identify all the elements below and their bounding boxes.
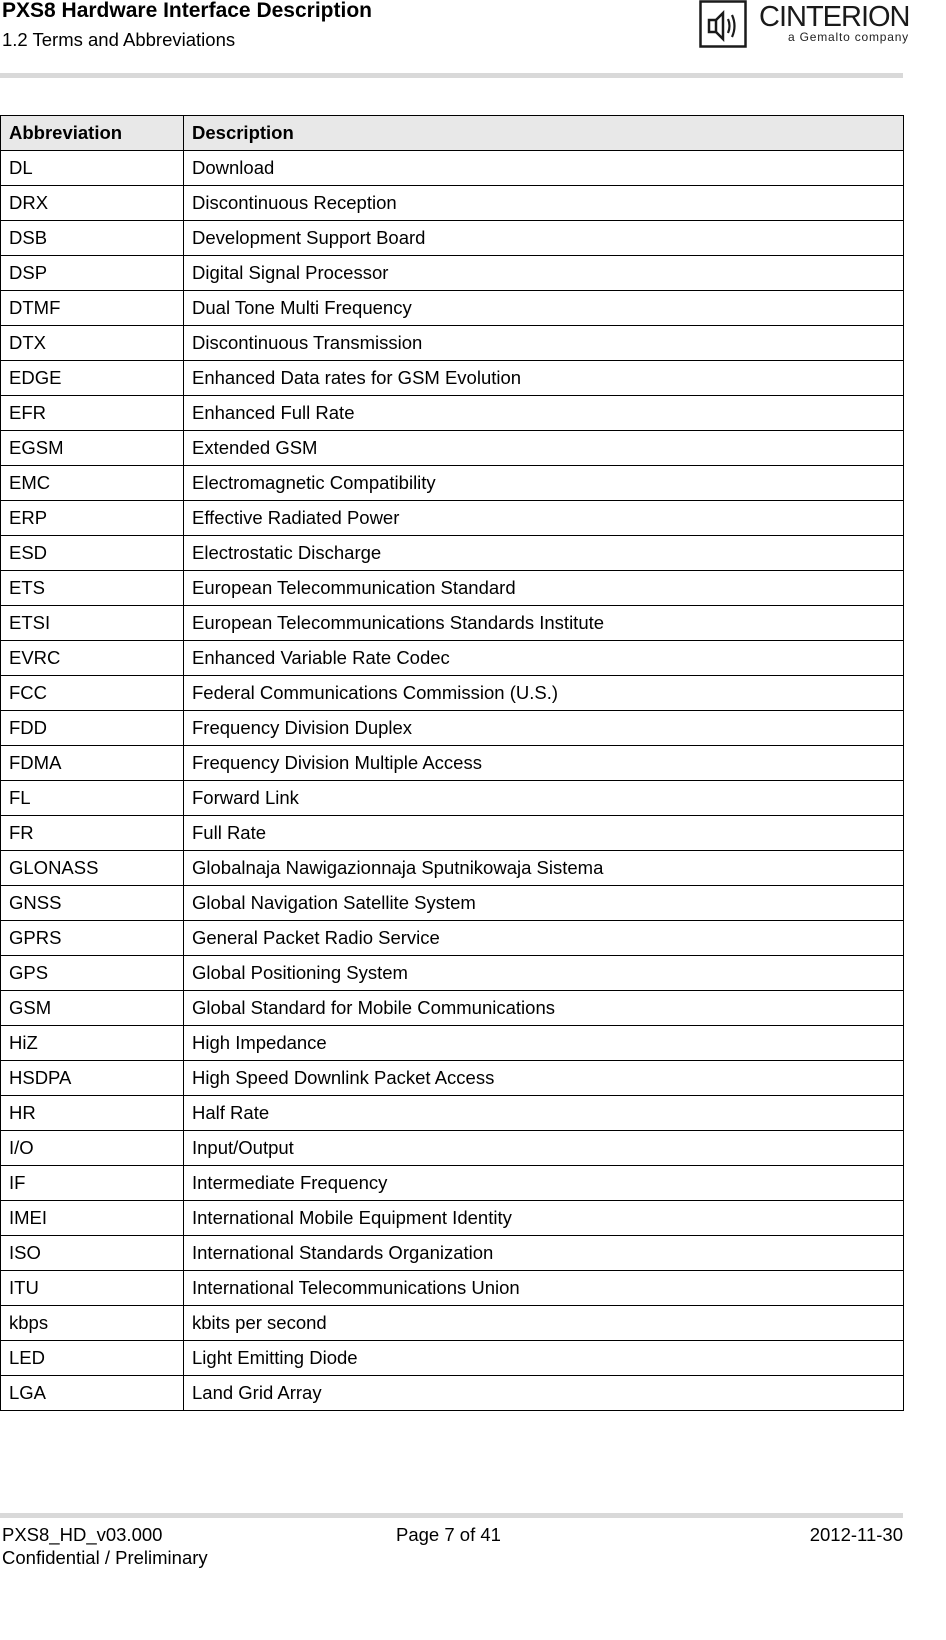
abbreviation-cell: FCC xyxy=(1,676,184,711)
table-row xyxy=(1,1376,904,1411)
table-row xyxy=(1,1306,904,1341)
abbreviation-cell: ETSI xyxy=(1,606,184,641)
table-row xyxy=(1,781,904,816)
abbreviation-cell: FDMA xyxy=(1,746,184,781)
table-row xyxy=(1,676,904,711)
description-cell: High Speed Downlink Packet Access xyxy=(184,1061,904,1096)
description-cell: General Packet Radio Service xyxy=(184,921,904,956)
description-cell: Effective Radiated Power xyxy=(184,501,904,536)
footer-confidentiality: Confidential / Preliminary xyxy=(2,1547,208,1568)
abbreviation-cell: LGA xyxy=(1,1376,184,1411)
description-cell: Input/Output xyxy=(184,1131,904,1166)
table-row xyxy=(1,1236,904,1271)
abbreviations-table xyxy=(0,115,904,1411)
abbreviation-cell: EFR xyxy=(1,396,184,431)
abbreviation-cell: ERP xyxy=(1,501,184,536)
abbreviation-cell: DSP xyxy=(1,256,184,291)
description-cell: Enhanced Full Rate xyxy=(184,396,904,431)
table-row xyxy=(1,991,904,1026)
description-cell: Global Standard for Mobile Communications xyxy=(184,991,904,1026)
description-cell: Electrostatic Discharge xyxy=(184,536,904,571)
description-cell: Globalnaja Nawigazionnaja Sputnikowaja Sistema xyxy=(184,851,904,886)
description-cell: Electromagnetic Compatibility xyxy=(184,466,904,501)
description-cell: Half Rate xyxy=(184,1096,904,1131)
abbreviation-cell: FR xyxy=(1,816,184,851)
description-cell: International Mobile Equipment Identity xyxy=(184,1201,904,1236)
description-cell: Download xyxy=(184,151,904,186)
description-cell: European Telecommunications Standards Institute xyxy=(184,606,904,641)
table-row xyxy=(1,1026,904,1061)
abbreviation-cell: kbps xyxy=(1,1306,184,1341)
abbreviation-cell: GNSS xyxy=(1,886,184,921)
description-cell: High Impedance xyxy=(184,1026,904,1061)
table-row xyxy=(1,1166,904,1201)
abbreviation-cell: EMC xyxy=(1,466,184,501)
table-row xyxy=(1,536,904,571)
footer-date: 2012-11-30 xyxy=(809,1524,903,1545)
abbreviation-cell: HSDPA xyxy=(1,1061,184,1096)
table-row xyxy=(1,396,904,431)
table-row xyxy=(1,186,904,221)
description-cell: Full Rate xyxy=(184,816,904,851)
abbreviation-cell: ISO xyxy=(1,1236,184,1271)
description-cell: Discontinuous Reception xyxy=(184,186,904,221)
abbreviation-cell: DTX xyxy=(1,326,184,361)
abbreviation-cell: ITU xyxy=(1,1271,184,1306)
abbreviation-cell: IMEI xyxy=(1,1201,184,1236)
table-row xyxy=(1,1201,904,1236)
table-row xyxy=(1,431,904,466)
table-row xyxy=(1,501,904,536)
table-row xyxy=(1,956,904,991)
header-divider xyxy=(0,73,903,78)
logo-tagline: a Gemalto company xyxy=(788,30,909,44)
abbreviation-cell: GPS xyxy=(1,956,184,991)
table-row xyxy=(1,326,904,361)
description-cell: Frequency Division Duplex xyxy=(184,711,904,746)
abbreviation-cell: DSB xyxy=(1,221,184,256)
table-row xyxy=(1,641,904,676)
abbreviation-cell: I/O xyxy=(1,1131,184,1166)
description-cell: Enhanced Variable Rate Codec xyxy=(184,641,904,676)
table-row xyxy=(1,921,904,956)
description-cell: Development Support Board xyxy=(184,221,904,256)
description-cell: kbits per second xyxy=(184,1306,904,1341)
abbreviation-cell: ETS xyxy=(1,571,184,606)
description-cell: Intermediate Frequency xyxy=(184,1166,904,1201)
table-row xyxy=(1,151,904,186)
footer-divider xyxy=(0,1513,903,1518)
table-row xyxy=(1,1131,904,1166)
abbreviation-cell: EGSM xyxy=(1,431,184,466)
description-cell: Extended GSM xyxy=(184,431,904,466)
table-row xyxy=(1,1096,904,1131)
table-row xyxy=(1,291,904,326)
description-cell: Federal Communications Commission (U.S.) xyxy=(184,676,904,711)
table-row xyxy=(1,886,904,921)
description-cell: Light Emitting Diode xyxy=(184,1341,904,1376)
description-cell: International Standards Organization xyxy=(184,1236,904,1271)
column-header-abbreviation: Abbreviation xyxy=(1,116,184,151)
table-row xyxy=(1,1341,904,1376)
description-cell: Forward Link xyxy=(184,781,904,816)
description-cell: Digital Signal Processor xyxy=(184,256,904,291)
abbreviation-cell: HR xyxy=(1,1096,184,1131)
table-row xyxy=(1,466,904,501)
table-row xyxy=(1,221,904,256)
abbreviation-cell: GPRS xyxy=(1,921,184,956)
table-row xyxy=(1,851,904,886)
description-cell: Frequency Division Multiple Access xyxy=(184,746,904,781)
description-cell: European Telecommunication Standard xyxy=(184,571,904,606)
table-row xyxy=(1,1061,904,1096)
table-row xyxy=(1,711,904,746)
abbreviation-cell: EVRC xyxy=(1,641,184,676)
abbreviation-cell: GLONASS xyxy=(1,851,184,886)
abbreviation-cell: IF xyxy=(1,1166,184,1201)
logo-wordmark: CINTERION xyxy=(759,1,910,33)
table-row xyxy=(1,606,904,641)
description-cell: Enhanced Data rates for GSM Evolution xyxy=(184,361,904,396)
description-cell: Discontinuous Transmission xyxy=(184,326,904,361)
company-logo xyxy=(699,0,910,52)
abbreviation-cell: HiZ xyxy=(1,1026,184,1061)
description-cell: Global Navigation Satellite System xyxy=(184,886,904,921)
description-cell: International Telecommunications Union xyxy=(184,1271,904,1306)
abbreviation-cell: ESD xyxy=(1,536,184,571)
table-row xyxy=(1,816,904,851)
table-row xyxy=(1,256,904,291)
logo-signal-icon xyxy=(699,0,747,48)
footer-page-number: Page 7 of 41 xyxy=(396,1524,501,1545)
abbreviation-cell: LED xyxy=(1,1341,184,1376)
table-header-row xyxy=(1,116,904,151)
table-row xyxy=(1,571,904,606)
abbreviation-cell: FL xyxy=(1,781,184,816)
abbreviation-cell: FDD xyxy=(1,711,184,746)
table-body xyxy=(1,151,904,1411)
description-cell: Land Grid Array xyxy=(184,1376,904,1411)
section-title: 1.2 Terms and Abbreviations xyxy=(2,29,236,50)
footer-document-id: PXS8_HD_v03.000 xyxy=(2,1524,163,1545)
abbreviation-cell: DL xyxy=(1,151,184,186)
abbreviation-cell: DTMF xyxy=(1,291,184,326)
column-header-description: Description xyxy=(184,116,904,151)
table-row xyxy=(1,1271,904,1306)
abbreviation-cell: GSM xyxy=(1,991,184,1026)
abbreviation-cell: DRX xyxy=(1,186,184,221)
abbreviation-cell: EDGE xyxy=(1,361,184,396)
description-cell: Global Positioning System xyxy=(184,956,904,991)
table-row xyxy=(1,746,904,781)
table-row xyxy=(1,361,904,396)
document-title: PXS8 Hardware Interface Description xyxy=(2,0,372,22)
description-cell: Dual Tone Multi Frequency xyxy=(184,291,904,326)
